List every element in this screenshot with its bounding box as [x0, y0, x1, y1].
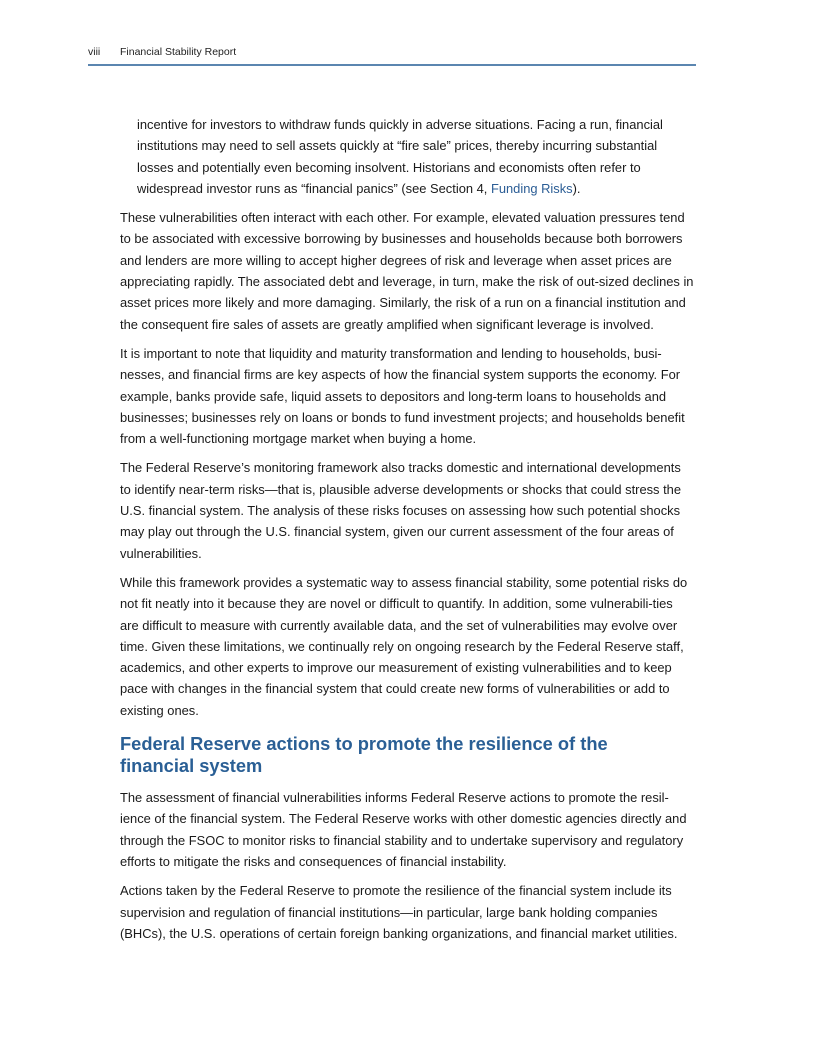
section-heading-line2: financial system [120, 755, 263, 777]
report-title: Financial Stability Report [120, 46, 237, 58]
continued-text-end: ). [572, 180, 581, 196]
page-number: viii [88, 46, 101, 58]
section-heading-line1: Federal Reserve actions to promote the resilience of the [120, 733, 608, 755]
paragraph-framework-limits: While this framework provides a systematic way to assess financial stability, some potential risks do not fit neatly into it because they are novel or difficult to quantify. In addition, some vulnerabili-ties are difficult to measure with currently available data, and the set of vulnerabilities may evolve over time. Given these limitations, we continually rely on ongoing research by the Federal Reserve staff, academics, and other experts to improve our measurement of existing vulnerabilities and to keep pace with changes in the financial system that could create new forms of vulnerabilities or add to existing ones. [120, 574, 688, 718]
page-header [88, 44, 696, 66]
section-heading [120, 733, 694, 777]
continued-text: incentive for investors to withdraw funds quickly in adverse situations. Facing a run, financial institutions may need to sell assets quickly at “fire sale” prices, thereby incurring substantial losses and potentially even becoming insolvent. Historians and economists often refer to widespread investor runs as “financial panics” (see Section 4, [137, 117, 663, 196]
paragraph-assessment: The assessment of financial vulnerabilities informs Federal Reserve actions to promote the resil-ience of the financial system. The Federal Reserve works with other domestic agencies directly and through the FSOC to monitor risks to financial stability and to undertake supervisory and regulatory efforts to mitigate the risks and consequences of financial instability. [120, 790, 687, 869]
paragraph-actions: Actions taken by the Federal Reserve to promote the resilience of the financial system include its supervision and regulation of financial institutions—in particular, large bank holding companies (BHCs), the U.S. operations of certain foreign banking organizations, and financial market utilities. [120, 883, 678, 941]
paragraph-interaction: These vulnerabilities often interact with each other. For example, elevated valuation pressures tend to be associated with excessive borrowing by businesses and households because both borrowers and lenders are more willing to accept higher degrees of risk and leverage when asset prices are appreciating rapidly. The associated debt and leverage, in turn, make the risk of out-sized declines in asset prices more likely and more damaging. Similarly, the risk of a run on a financial institution and the consequent fire sales of assets are greatly amplified when significant leverage is involved. [120, 210, 694, 332]
paragraph-importance: It is important to note that liquidity and maturity transformation and lending to households, busi-nesses, and financial firms are key aspects of how the financial system supports the economy. For example, banks provide safe, liquid assets to depositors and long-term loans to households and businesses; businesses rely on loans or bonds to fund investment projects; and households benefit from a well-functioning mortgage market when buying a home. [120, 345, 685, 447]
funding-risks-link[interactable]: Funding Risks [490, 180, 573, 196]
page-body [120, 114, 694, 952]
continued-paragraph [137, 114, 694, 199]
paragraph-monitoring: The Federal Reserve’s monitoring framework also tracks domestic and international developments to identify near-term risks—that is, plausible adverse developments or shocks that could stress the U.S. financial system. The analysis of these risks focuses on assessing how such potential shocks may play out through the U.S. financial system, given our current assessment of the four areas of vulnerabilities. [120, 460, 682, 561]
